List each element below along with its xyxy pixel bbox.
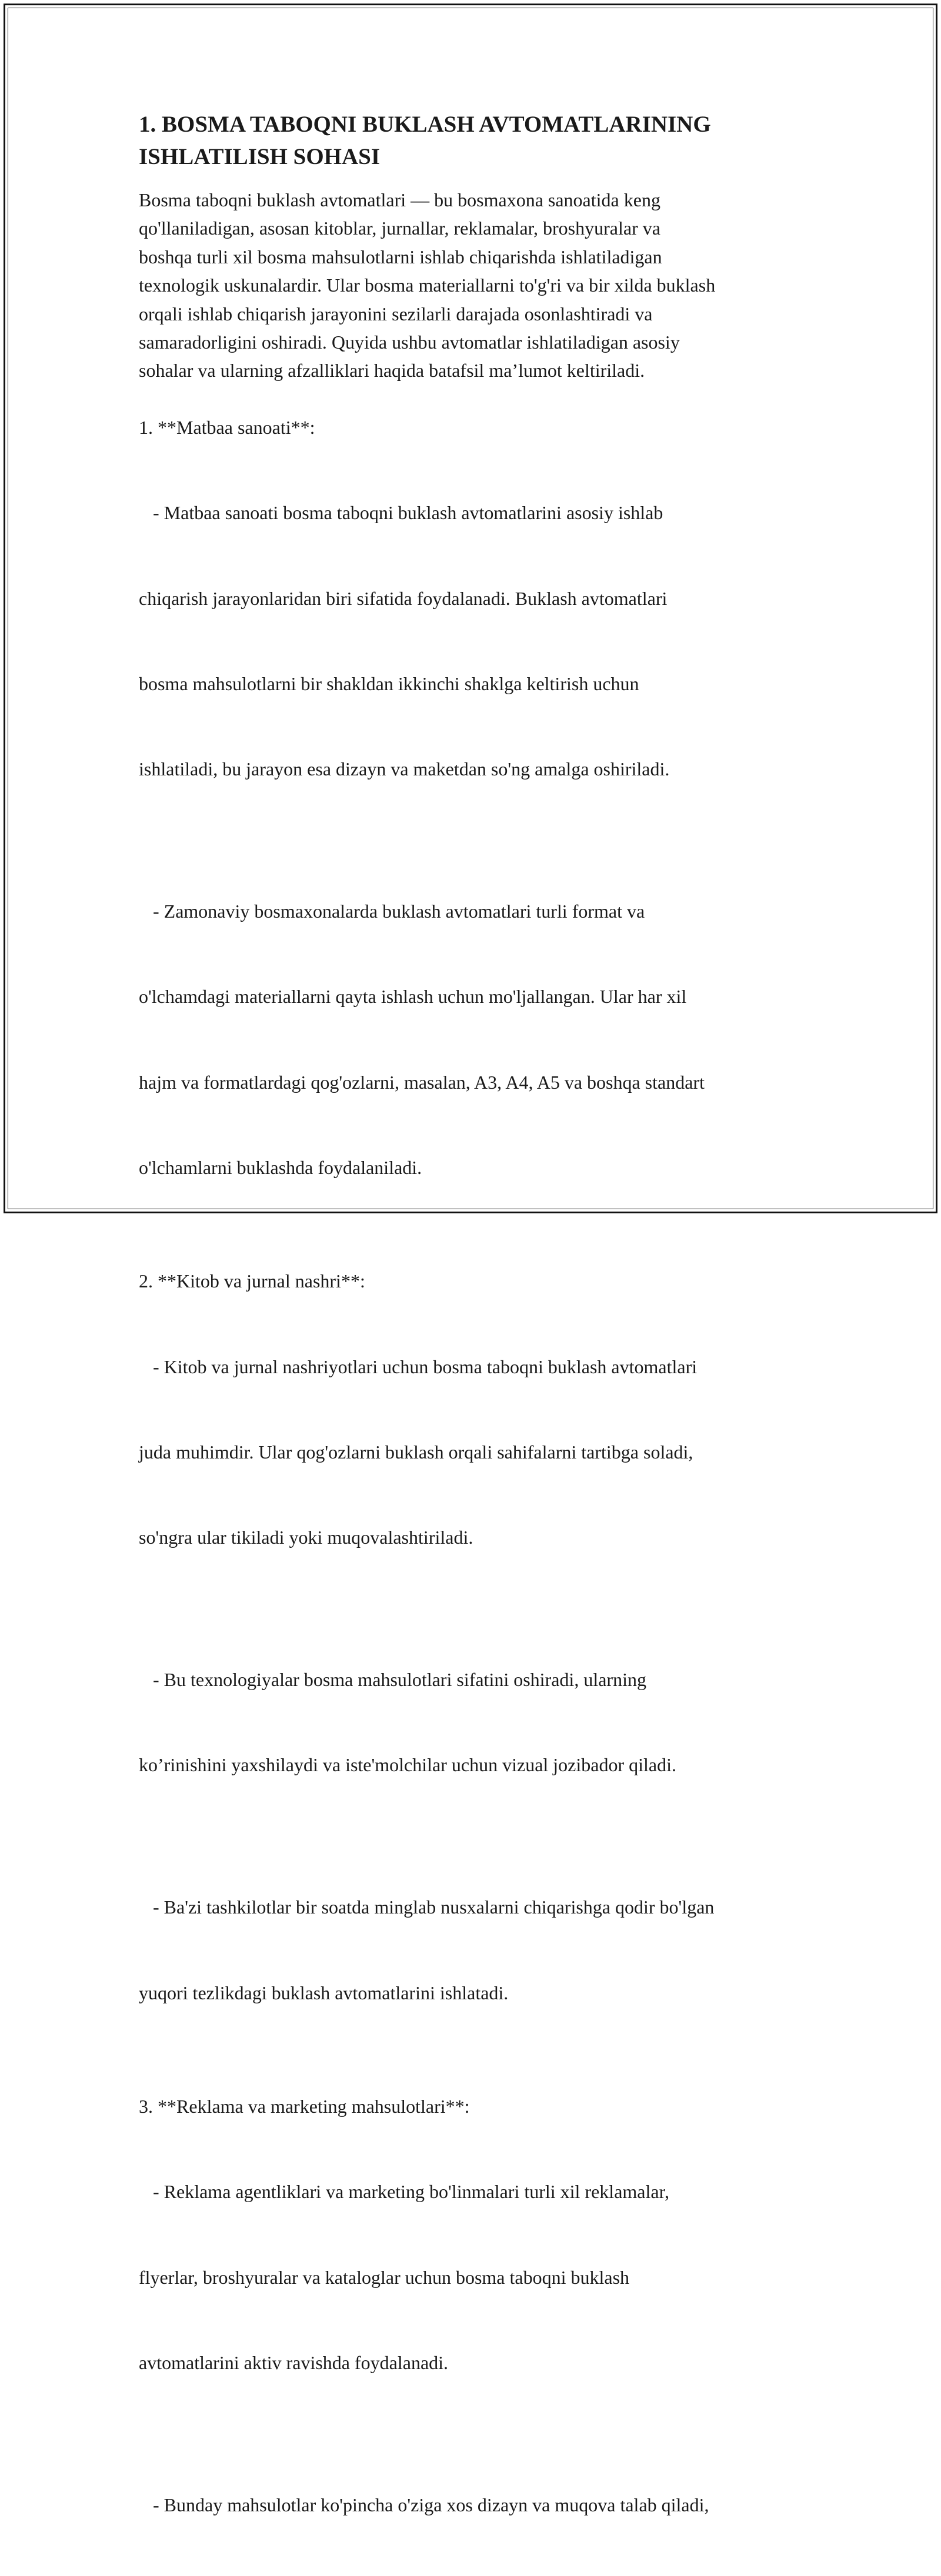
section-heading (139, 413, 821, 441)
bullet-item (139, 840, 821, 1239)
bullet-item (139, 442, 821, 841)
text-line: samaradorligini oshiradi. Quyida ushbu avtomatlar ishlatiladigan asosiy (139, 332, 680, 353)
heading-line: 1. **Matbaa sanoati**: (139, 417, 315, 439)
text-line: hajm va formatlardagi qog'ozlarni, masalan, A3, A4, A5 va boshqa standart (139, 1071, 705, 1093)
text-line: - Reklama agentliklari va marketing bo'linmalari turli xil reklamalar, (139, 2181, 669, 2203)
intro-paragraph (139, 186, 815, 385)
text-line: juda muhimdir. Ular qog'ozlarni buklash orqali sahifalarni tartibga soladi, (139, 1441, 693, 1463)
bullet-item (139, 1836, 821, 2064)
section-reklama-va-marketing (139, 2092, 821, 2576)
text-line: boshqa turli xil bosma mahsulotlarni ishlab chiqarishda ishlatiladigan (139, 246, 662, 267)
text-line: avtomatlarini aktiv ravishda foydalanadi. (139, 2351, 449, 2373)
text-line: yuqori tezlikdagi buklash avtomatlarini ishlatadi. (139, 1982, 509, 2003)
text-line: o'lchamdagi materiallarni qayta ishlash uchun mo'ljallangan. Ular har xil (139, 986, 687, 1008)
text-line: qo'llaniladigan, asosan kitoblar, jurnallar, reklamalar, broshyuralar va (139, 218, 660, 239)
text-line: - Matbaa sanoati bosma taboqni buklash avtomatlarini asosiy ishlab (139, 502, 663, 524)
text-line: o'lchamlarni buklashda foydalaniladi. (139, 1156, 422, 1178)
text-line: bosma mahsulotlarni bir shakldan ikkinchi shaklga keltirish uchun (139, 673, 639, 694)
text-line: orqali ishlab chiqarish jarayonini sezilarli darajada osonlashtiradi va (139, 303, 653, 324)
text-line: ishlatiladi, bu jarayon esa dizayn va maketdan so'ng amalga oshiriladi. (139, 758, 670, 780)
title-line: ISHLATILISH SOHASI (139, 144, 381, 169)
text-line: texnologik uskunalardir. Ular bosma materiallarni to'g'ri va bir xilda buklash (139, 275, 716, 296)
text-line: - Bu texnologiyalar bosma mahsulotlari sifatini oshiradi, ularning (139, 1669, 646, 1691)
text-line: sohalar va ularning afzalliklari haqida batafsil ma’lumot keltiriladi. (139, 360, 645, 382)
section-heading (139, 1267, 821, 1295)
text-line: - Zamonaviy bosmaxonalarda buklash avtomatlari turli format va (139, 901, 645, 922)
section-matbaa-sanoati (139, 413, 821, 1239)
text-line: chiqarish jarayonlaridan biri sifatida foydalanadi. Buklash avtomatlari (139, 587, 668, 609)
text-line: ko’rinishini yaxshilaydi va iste'molchilar uchun vizual jozibador qiladi. (139, 1754, 676, 1776)
section-heading (139, 2092, 821, 2120)
bullet-item (139, 2434, 821, 2576)
heading-line: 2. **Kitob va jurnal nashri**: (139, 1270, 365, 1292)
bullet-item (139, 2121, 821, 2434)
text-line: - Kitob va jurnal nashriyotlari uchun bosma taboqni buklash avtomatlari (139, 1356, 698, 1377)
text-line: flyerlar, broshyuralar va kataloglar uchun bosma taboqni buklash (139, 2266, 630, 2288)
bullet-item (139, 1608, 821, 1836)
text-line: - Ba'zi tashkilotlar bir soatda minglab nusxalarni chiqarishga qodir bo'lgan (139, 1896, 715, 1918)
section-kitob-va-jurnal-nashri (139, 1267, 821, 2063)
text-line: so'ngra ular tikiladi yoki muqovalashtiriladi. (139, 1527, 473, 1548)
text-line: Bosma taboqni buklash avtomatlari — bu bosmaxona sanoatida keng (139, 189, 660, 210)
document-content (139, 108, 821, 2576)
document-title (139, 108, 821, 173)
title-line: 1. BOSMA TABOQNI BUKLASH AVTOMATLARINING (139, 112, 711, 137)
heading-line: 3. **Reklama va marketing mahsulotlari**: (139, 2096, 470, 2117)
text-line: - Bunday mahsulotlar ko'pincha o'ziga xos dizayn va muqova talab qiladi, (139, 2494, 709, 2515)
bullet-item (139, 1296, 821, 1608)
